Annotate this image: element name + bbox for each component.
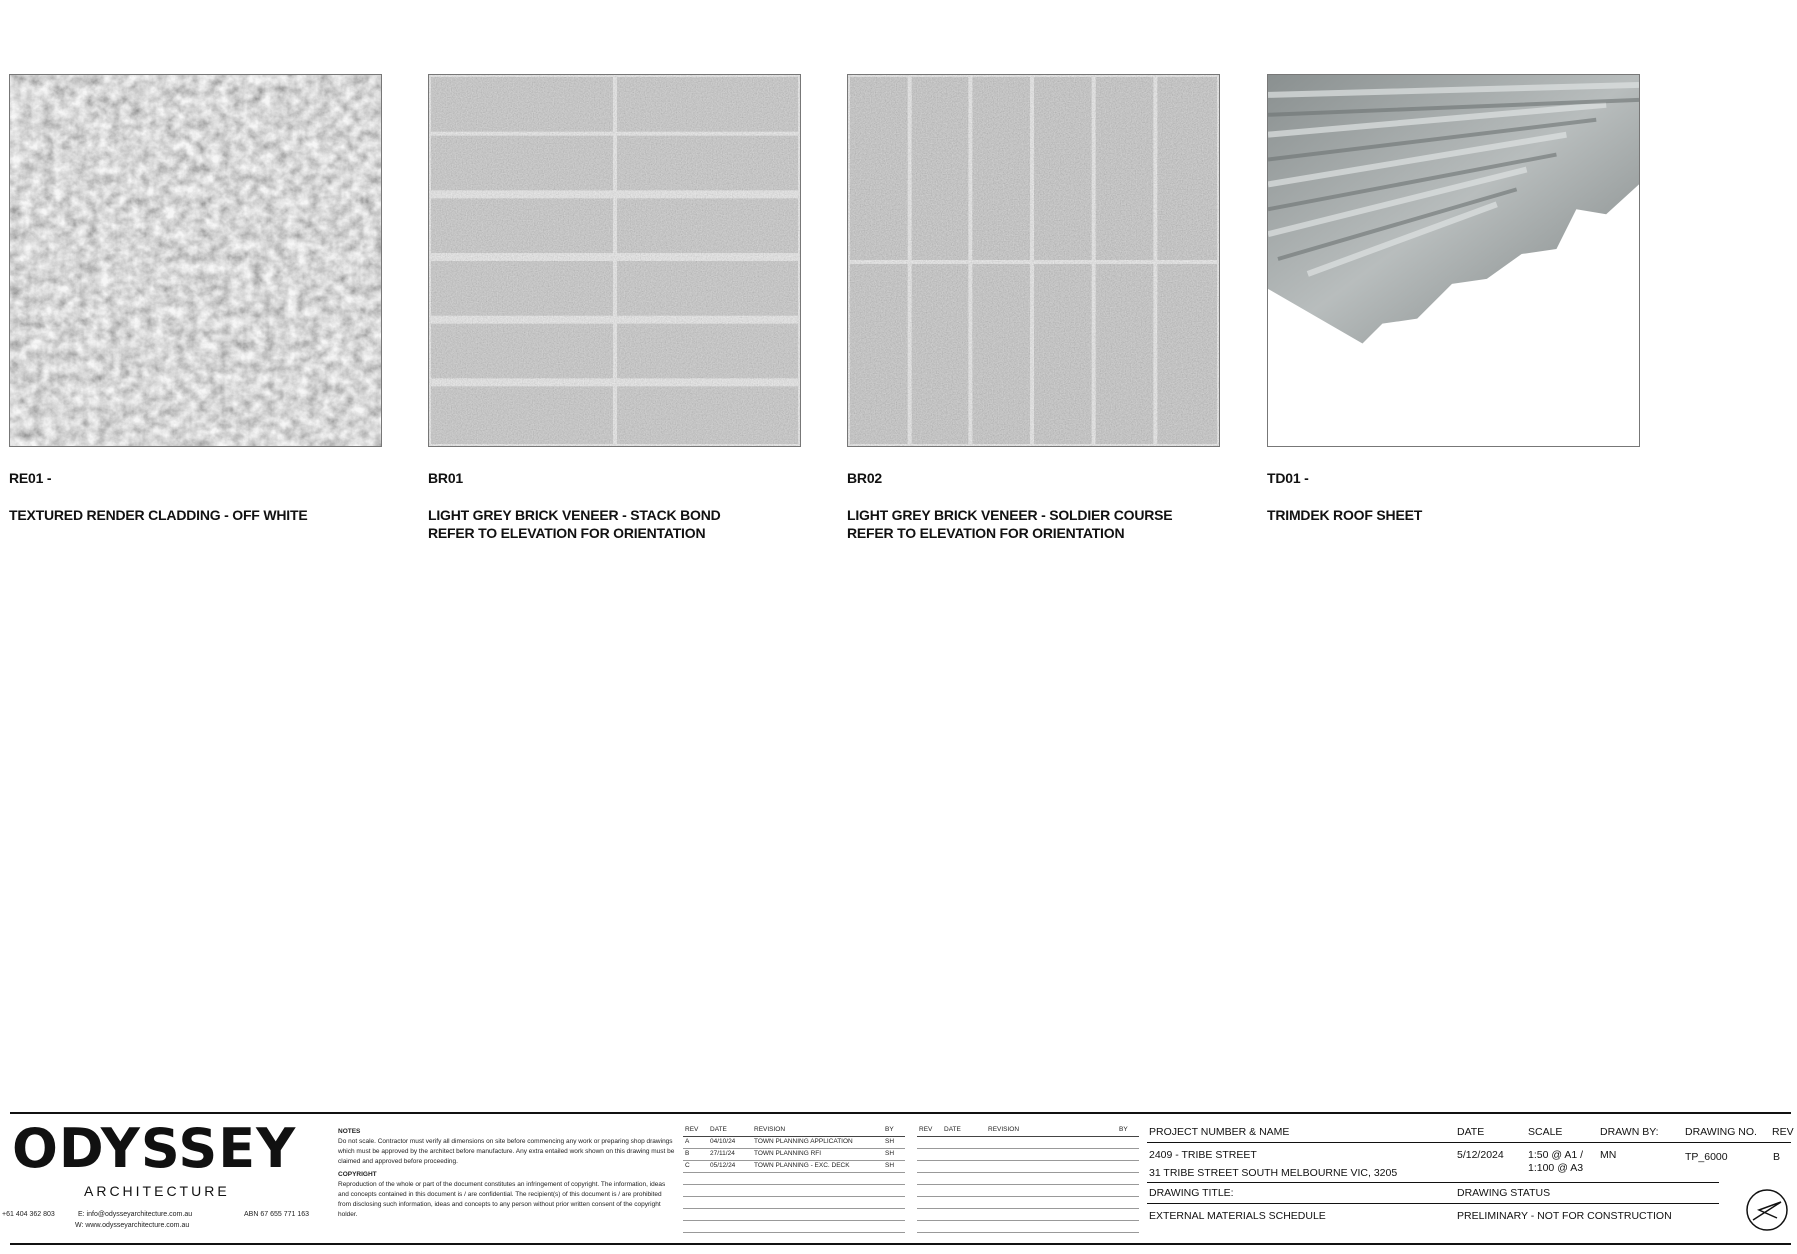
revision-row <box>917 1149 1139 1161</box>
revision-row <box>683 1185 905 1197</box>
drawing-status-value: PRELIMINARY - NOT FOR CONSTRUCTION <box>1457 1210 1672 1222</box>
project-header-rule <box>1147 1142 1791 1143</box>
notes-heading: NOTES <box>338 1128 361 1135</box>
contact-web: W: www.odysseyarchitecture.com.au <box>75 1222 190 1229</box>
revision-row <box>917 1197 1139 1209</box>
titleblock-bottom-rule <box>10 1243 1791 1245</box>
material-description: TRIMDEK ROOF SHEET <box>1267 507 1423 523</box>
rev-value: B <box>1773 1151 1781 1163</box>
revision-table <box>917 1125 1139 1233</box>
swatch-brick-stack <box>428 74 801 447</box>
contact-phone: +61 404 362 803 <box>2 1211 55 1218</box>
north-arrow-icon <box>1745 1188 1789 1232</box>
material-code: RE01 - <box>9 470 52 486</box>
material-code: BR02 <box>847 470 882 486</box>
material-description: TEXTURED RENDER CLADDING - OFF WHITE <box>9 507 308 523</box>
swatch-brick-soldier <box>847 74 1220 447</box>
revision-row <box>917 1185 1139 1197</box>
rev-label: REV <box>1772 1126 1794 1138</box>
revision-row <box>917 1209 1139 1221</box>
drawing-title-value: EXTERNAL MATERIALS SCHEDULE <box>1149 1210 1326 1222</box>
drawing-no-value: TP_6000 <box>1685 1151 1728 1163</box>
revision-row <box>683 1197 905 1209</box>
revision-row <box>917 1173 1139 1185</box>
contact-email: E: info@odysseyarchitecture.com.au <box>78 1211 193 1218</box>
copyright-text: Reproduction of the whole or part of the document constitutes an infringement of copyright. The information, ideas and concepts contained in this document is / are confidential. The recipient(s) of this document is / are prohibited from disclosing such information, ideas and concepts to any person without prior written consent of the copyright holder. <box>338 1181 666 1218</box>
drawn-by-label: DRAWN BY: <box>1600 1126 1659 1138</box>
drawn-by-value: MN <box>1600 1149 1617 1161</box>
drawing-title-label: DRAWING TITLE: <box>1149 1187 1234 1199</box>
notes-text: Do not scale. Contractor must verify all dimensions on site before commencing any work or preparing shop drawings which must be approved by the architect before manufacture. Any extra entailed work shown on this drawing must be claimed and approved before proceeding. <box>338 1138 675 1165</box>
date-label: DATE <box>1457 1126 1485 1138</box>
swatch-render <box>9 74 382 447</box>
revision-row <box>683 1209 905 1221</box>
notes-block <box>338 1127 676 1220</box>
title-rule-2 <box>1147 1203 1719 1204</box>
revision-row <box>917 1161 1139 1173</box>
revision-header: REV DATE REVISION BY <box>683 1125 905 1137</box>
material-description: LIGHT GREY BRICK VENEER - STACK BOND REFER TO ELEVATION FOR ORIENTATION <box>428 507 721 541</box>
revision-row: C 05/12/24 TOWN PLANNING - EXC. DECK SH <box>683 1161 905 1173</box>
revision-row: A 04/10/24 TOWN PLANNING APPLICATION SH <box>683 1137 905 1149</box>
scale-value-1: 1:50 @ A1 / <box>1528 1149 1584 1161</box>
scale-label: SCALE <box>1528 1126 1563 1138</box>
contact-abn: ABN 67 655 771 163 <box>244 1211 309 1218</box>
scale-value-2: 1:100 @ A3 <box>1528 1162 1584 1174</box>
project-label: PROJECT NUMBER & NAME <box>1149 1126 1290 1138</box>
project-name: 2409 - TRIBE STREET <box>1149 1149 1257 1161</box>
revision-header: REV DATE REVISION BY <box>917 1125 1139 1137</box>
revision-row: B 27/11/24 TOWN PLANNING RFI SH <box>683 1149 905 1161</box>
material-description: LIGHT GREY BRICK VENEER - SOLDIER COURSE REFER TO ELEVATION FOR ORIENTATION <box>847 507 1173 541</box>
revision-table <box>683 1125 905 1233</box>
copyright-heading: COPYRIGHT <box>338 1171 377 1178</box>
date-value: 5/12/2024 <box>1457 1149 1504 1161</box>
revision-row <box>683 1173 905 1185</box>
revision-row <box>917 1137 1139 1149</box>
drawing-status-label: DRAWING STATUS <box>1457 1187 1551 1199</box>
material-code: BR01 <box>428 470 463 486</box>
drawing-no-label: DRAWING NO. <box>1685 1126 1757 1138</box>
material-code: TD01 - <box>1267 470 1309 486</box>
swatch-roof-sheet <box>1267 74 1640 447</box>
company-logo: ODYSSEY <box>12 1117 297 1180</box>
revision-row <box>683 1221 905 1233</box>
project-address: 31 TRIBE STREET SOUTH MELBOURNE VIC, 3205 <box>1149 1167 1398 1179</box>
company-logo-subtitle: ARCHITECTURE <box>84 1183 230 1199</box>
titleblock-top-rule <box>10 1112 1791 1114</box>
title-rule-1 <box>1147 1182 1719 1183</box>
revision-row <box>917 1221 1139 1233</box>
